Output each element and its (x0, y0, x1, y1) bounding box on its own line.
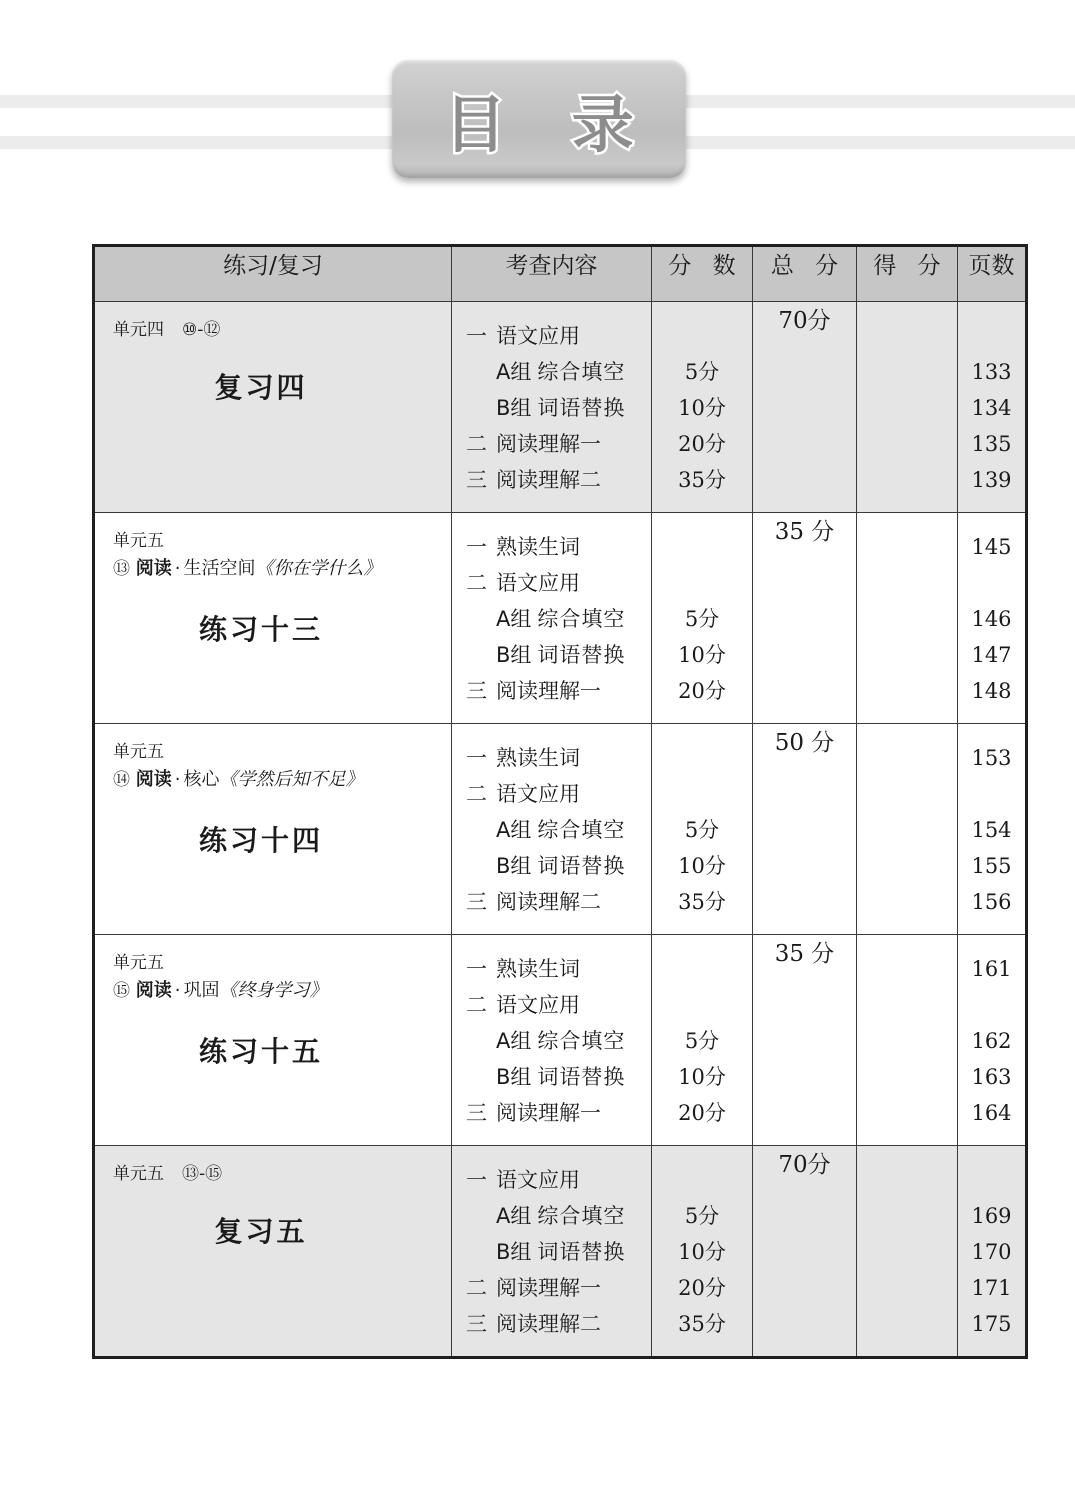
content-line (466, 740, 651, 776)
content-label: 语文应用 (496, 993, 580, 1017)
score-value: 5分 (684, 360, 720, 384)
content-line (466, 601, 651, 637)
score-value: 20分 (678, 432, 726, 456)
score-value: 20分 (678, 1276, 726, 1300)
table-body (94, 302, 1027, 1358)
total-score-cell (753, 935, 857, 1146)
content-label: 熟读生词 (496, 746, 580, 770)
page-number: 146 (971, 607, 1012, 631)
lesson-text-title: 《终身学习》 (219, 979, 328, 1001)
content-group-name: 综合填空 (537, 1204, 626, 1228)
separator-dot: · (174, 557, 181, 579)
content-marker: 一 (466, 324, 487, 348)
score-value: 5分 (684, 1204, 720, 1228)
content-label: 阅读理解一 (496, 1276, 601, 1300)
content-group: A组 (496, 818, 532, 842)
column-header-content: 考查内容 (452, 246, 652, 302)
practice-cell (94, 724, 452, 935)
lesson-keyword: 阅读 (135, 979, 172, 1001)
content-line (466, 318, 651, 354)
gained-score-cell[interactable] (857, 513, 958, 724)
page-number: 148 (971, 679, 1012, 703)
score-value: 5分 (684, 1029, 720, 1053)
score-cell (652, 1146, 753, 1358)
page-number: 133 (971, 360, 1012, 384)
content-cell (452, 513, 652, 724)
content-line (466, 1023, 651, 1059)
content-label: 阅读理解二 (496, 890, 601, 914)
content-group: B组 (496, 1240, 532, 1264)
content-marker: 二 (466, 432, 487, 456)
content-line (466, 565, 651, 601)
column-header-gained: 得 分 (857, 246, 958, 302)
content-line (466, 812, 651, 848)
page-number: 161 (971, 957, 1012, 981)
gained-score-cell[interactable] (857, 724, 958, 935)
unit-name: 单元五 (113, 1164, 164, 1184)
content-group: A组 (496, 607, 532, 631)
content-line (466, 1198, 651, 1234)
practice-cell (94, 1146, 452, 1358)
lesson-subtitle (113, 977, 451, 1005)
content-marker: 三 (466, 1312, 487, 1336)
lesson-subtitle (113, 555, 451, 583)
total-score-cell (753, 724, 857, 935)
unit-name: 单元五 (113, 742, 164, 762)
content-label: 阅读理解一 (496, 432, 601, 456)
title-plate (392, 60, 686, 178)
column-header-practice: 练习/复习 (94, 246, 452, 302)
page-number: 154 (971, 818, 1012, 842)
page-number: 162 (971, 1029, 1012, 1053)
score-cell (652, 302, 753, 513)
separator-dot: · (174, 768, 181, 790)
content-label: 阅读理解一 (496, 1101, 601, 1125)
unit-label (113, 740, 451, 766)
total-score-cell (753, 302, 857, 513)
content-marker: 三 (466, 890, 487, 914)
total-score-value: 50 分 (774, 730, 835, 756)
page-number-cell (958, 724, 1027, 935)
total-score-value: 70分 (778, 308, 831, 334)
content-marker: 三 (466, 1101, 487, 1125)
table-head (94, 246, 1027, 302)
page-number: 171 (971, 1276, 1012, 1300)
content-group-name: 词语替换 (537, 1240, 626, 1264)
content-line (466, 390, 651, 426)
page-number: 170 (971, 1240, 1012, 1264)
practice-cell (94, 513, 452, 724)
unit-label (113, 951, 451, 977)
content-line (466, 354, 651, 390)
unit-name: 单元五 (113, 953, 164, 973)
unit-label (113, 318, 451, 344)
content-line (466, 673, 651, 709)
content-line (466, 951, 651, 987)
page-number-cell (958, 302, 1027, 513)
practice-name: 练习十五 (198, 1035, 323, 1069)
practice-name: 复习四 (214, 370, 308, 404)
lesson-keyword: 阅读 (135, 557, 172, 579)
content-line (466, 884, 651, 920)
score-value: 10分 (678, 1240, 726, 1264)
gained-score-cell[interactable] (857, 302, 958, 513)
score-value: 5分 (684, 607, 720, 631)
page-number: 163 (971, 1065, 1012, 1089)
content-group: A组 (496, 1204, 532, 1228)
content-label: 阅读理解二 (496, 1312, 601, 1336)
page-number: 156 (971, 890, 1012, 914)
column-header-total: 总 分 (753, 246, 857, 302)
content-line (466, 637, 651, 673)
page-number-cell (958, 1146, 1027, 1358)
score-value: 35分 (678, 1312, 726, 1336)
page-number-cell (958, 513, 1027, 724)
table-row (94, 1146, 1027, 1358)
page-number: 175 (971, 1312, 1012, 1336)
content-marker: 一 (466, 535, 487, 559)
content-line (466, 987, 651, 1023)
score-value: 20分 (678, 1101, 726, 1125)
page-number: 169 (971, 1204, 1012, 1228)
score-cell (652, 513, 753, 724)
content-cell (452, 935, 652, 1146)
toc-table (92, 244, 1028, 1359)
content-cell (452, 1146, 652, 1358)
lesson-number: ⑬ (113, 558, 130, 579)
content-marker: 二 (466, 993, 487, 1017)
score-value: 35分 (678, 468, 726, 492)
content-marker: 二 (466, 782, 487, 806)
column-header-page: 页数 (958, 246, 1027, 302)
page-number: 155 (971, 854, 1012, 878)
table-row (94, 935, 1027, 1146)
content-group-name: 综合填空 (537, 1029, 626, 1053)
total-score-cell (753, 1146, 857, 1358)
content-marker: 一 (466, 1168, 487, 1192)
score-value: 20分 (678, 679, 726, 703)
content-label: 阅读理解二 (496, 468, 601, 492)
total-score-value: 70分 (778, 1152, 831, 1178)
unit-name: 单元五 (113, 531, 164, 551)
page-number: 153 (971, 746, 1012, 770)
gained-score-cell[interactable] (857, 1146, 958, 1358)
total-score-value: 35 分 (774, 941, 835, 967)
content-marker: 三 (466, 468, 487, 492)
content-group-name: 综合填空 (537, 818, 626, 842)
table-header-row (94, 246, 1027, 302)
separator-dot: · (174, 979, 181, 1001)
content-label: 语文应用 (496, 571, 580, 595)
content-line (466, 848, 651, 884)
table-row (94, 724, 1027, 935)
unit-range: ⑩-⑫ (182, 320, 221, 340)
page-number: 145 (971, 535, 1012, 559)
content-line (466, 529, 651, 565)
lesson-tag: 核心 (183, 768, 220, 790)
content-label: 语文应用 (496, 782, 580, 806)
page-number: 164 (971, 1101, 1012, 1125)
content-label: 阅读理解一 (496, 679, 601, 703)
total-score-value: 35 分 (774, 519, 835, 545)
lesson-text-title: 《学然后知不足》 (219, 768, 364, 790)
content-group-name: 综合填空 (537, 360, 626, 384)
content-group: A组 (496, 360, 532, 384)
content-marker: 一 (466, 746, 487, 770)
practice-name: 练习十三 (198, 613, 323, 647)
content-label: 熟读生词 (496, 957, 580, 981)
lesson-text-title: 《你在学什么》 (255, 557, 382, 579)
score-cell (652, 724, 753, 935)
content-group: B组 (496, 643, 532, 667)
score-cell (652, 935, 753, 1146)
content-line (466, 776, 651, 812)
content-label: 熟读生词 (496, 535, 580, 559)
content-line (466, 1270, 651, 1306)
content-group: A组 (496, 1029, 532, 1053)
content-group: B组 (496, 396, 532, 420)
score-value: 35分 (678, 890, 726, 914)
content-line (466, 1059, 651, 1095)
content-line (466, 1306, 651, 1342)
content-group: B组 (496, 854, 532, 878)
score-value: 10分 (678, 1065, 726, 1089)
content-line (466, 1234, 651, 1270)
content-cell (452, 724, 652, 935)
score-value: 5分 (684, 818, 720, 842)
content-marker: 二 (466, 1276, 487, 1300)
score-value: 10分 (678, 643, 726, 667)
content-group: B组 (496, 1065, 532, 1089)
table-row (94, 513, 1027, 724)
page-title: 目 录 (444, 87, 656, 161)
lesson-keyword: 阅读 (135, 768, 172, 790)
page-header (0, 0, 1075, 230)
content-group-name: 词语替换 (537, 643, 626, 667)
unit-name: 单元四 (113, 320, 164, 340)
unit-range: ⑬-⑮ (182, 1164, 223, 1184)
practice-name: 练习十四 (198, 824, 323, 858)
unit-label (113, 1162, 451, 1188)
practice-name: 复习五 (214, 1214, 308, 1248)
lesson-subtitle (113, 766, 451, 794)
practice-cell (94, 935, 452, 1146)
page-number-cell (958, 935, 1027, 1146)
content-group-name: 词语替换 (537, 396, 626, 420)
gained-score-cell[interactable] (857, 935, 958, 1146)
content-group-name: 词语替换 (537, 1065, 626, 1089)
content-marker: 三 (466, 679, 487, 703)
content-group-name: 综合填空 (537, 607, 626, 631)
content-label: 语文应用 (496, 1168, 580, 1192)
table-row (94, 302, 1027, 513)
content-line (466, 426, 651, 462)
lesson-number: ⑮ (113, 980, 130, 1001)
page-number: 134 (971, 396, 1012, 420)
content-label: 语文应用 (496, 324, 580, 348)
score-value: 10分 (678, 854, 726, 878)
content-line (466, 1095, 651, 1131)
content-group-name: 词语替换 (537, 854, 626, 878)
unit-label (113, 529, 451, 555)
column-header-score: 分 数 (652, 246, 753, 302)
content-marker: 二 (466, 571, 487, 595)
page-number: 147 (971, 643, 1012, 667)
content-cell (452, 302, 652, 513)
page-number: 139 (971, 468, 1012, 492)
practice-cell (94, 302, 452, 513)
toc-table-wrap (92, 244, 1025, 1359)
content-line (466, 1162, 651, 1198)
content-marker: 一 (466, 957, 487, 981)
page-number: 135 (971, 432, 1012, 456)
total-score-cell (753, 513, 857, 724)
lesson-number: ⑭ (113, 769, 130, 790)
lesson-tag: 生活空间 (183, 557, 256, 579)
score-value: 10分 (678, 396, 726, 420)
lesson-tag: 巩固 (183, 979, 220, 1001)
content-line (466, 462, 651, 498)
